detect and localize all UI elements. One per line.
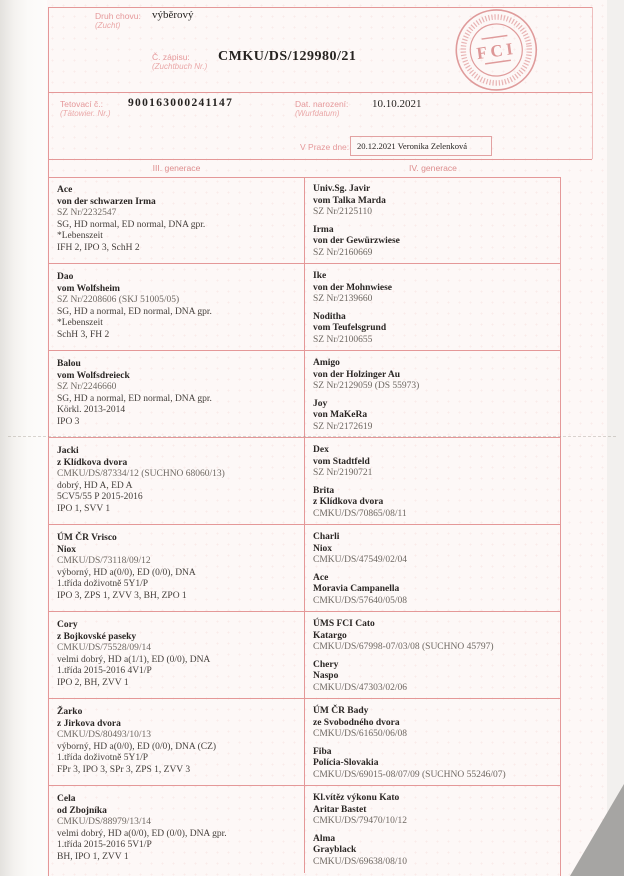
zapis-label	[152, 52, 207, 72]
druh-chovu-label-text: Druh chovu:	[95, 11, 141, 21]
dog-health-line: velmi dobrý, HD a(0/0), ED (0/0), DNA gpr.	[57, 828, 227, 839]
dog-name: Brita	[313, 485, 335, 496]
dog-name: ÚMS FCI Cato	[313, 619, 375, 629]
dog-registration: SZ Nr/2232547	[57, 208, 117, 218]
dog-registration: SZ Nr/2190721	[313, 468, 373, 478]
dog-name: Cory	[57, 620, 78, 630]
dog-kennel: z Bojkovské paseky	[57, 631, 137, 642]
pedigree-row	[48, 525, 560, 612]
dog-kennel: vom Teufelsgrund	[313, 323, 387, 333]
dog-registration: CMKU/DS/87334/12 (SUCHNO 68060/13)	[57, 469, 225, 479]
dog-kennel: Aritar Bastet	[313, 804, 367, 815]
narozeni-label-text: Dat. narození:	[295, 99, 349, 109]
dog-kennel: ze Svobodného dvora	[313, 717, 400, 728]
gen3-column-header: III. generace	[152, 163, 201, 173]
dog-registration: SZ Nr/2246660	[57, 382, 117, 392]
dog-titles-line: FPr 3, IPO 3, SPr 3, ZPS 1, ZVV 3	[57, 764, 191, 775]
dog-titles-line: IPO 3, ZPS 1, ZVV 3, BH, ZPO 1	[57, 590, 187, 601]
dog-kennel: z Klídkova dvora	[57, 457, 128, 468]
birth-date: 10.10.2021	[372, 98, 422, 110]
dog-titles-line: BH, IPO 1, ZVV 1	[57, 851, 129, 862]
pedigree-row	[48, 351, 560, 438]
dog-breeding-line: 1.třída 2015-2016 4V1/P	[57, 666, 152, 676]
gen3-dog-entry	[48, 351, 305, 437]
dog-kennel: vom Talka Marda	[313, 195, 386, 206]
dog-kennel: Grayblack	[313, 845, 357, 855]
dog-name: Chery	[313, 659, 339, 670]
dog-kennel: Moravia Campanella	[313, 584, 400, 594]
gen4-dog-entry	[313, 271, 554, 306]
dog-name: Kl.vítěz výkonu Kato	[313, 793, 400, 803]
dog-name: Balou	[57, 359, 81, 369]
dog-registration: CMKU/DS/67998-07/03/08 (SUCHNO 45797)	[313, 642, 494, 652]
pedigree-rows	[48, 177, 561, 876]
zapis-sublabel: (Zuchtbuch Nr.)	[152, 62, 208, 71]
dog-registration: SZ Nr/2100655	[313, 334, 373, 345]
gen4-dog-entry	[313, 532, 554, 567]
paper-fold-line	[8, 436, 616, 437]
dog-kennel: z Jirkova dvora	[57, 718, 121, 729]
dog-registration: CMKU/DS/70865/08/11	[313, 508, 407, 519]
dog-registration: CMKU/DS/47549/02/04	[313, 555, 407, 565]
dog-registration: CMKU/DS/75528/09/14	[57, 643, 151, 653]
dog-breeding-line: *Lebenszeit	[57, 318, 103, 328]
dog-name: Ike	[313, 271, 327, 281]
praze-label	[300, 142, 349, 152]
frame-line-mid	[48, 92, 592, 93]
dog-name: Žarko	[57, 707, 83, 717]
dog-registration: SZ Nr/2125110	[313, 207, 373, 217]
dog-kennel: z Klídkova dvora	[313, 497, 384, 507]
dog-registration: SZ Nr/2139660	[313, 294, 373, 304]
dog-name: Irma	[313, 224, 334, 235]
dog-name: Ace	[57, 185, 73, 195]
dog-registration: CMKU/DS/69015-08/07/09 (SUCHNO 55246/07)	[313, 769, 506, 780]
tetovaci-label-text: Tetovací č.:	[60, 99, 103, 109]
tetovaci-label	[60, 99, 111, 119]
dog-registration: CMKU/DS/79470/10/12	[313, 816, 407, 826]
gen4-dog-entry	[313, 358, 554, 393]
dog-name: Alma	[313, 833, 336, 844]
registration-number: CMKU/DS/129980/21	[218, 49, 357, 64]
dog-breeding-line: 1.třída doživotně 5Y1/P	[57, 753, 149, 763]
dog-name: Cela	[57, 794, 76, 804]
dog-kennel: Polícia-Slovakia	[313, 758, 379, 768]
scan-left-edge	[0, 0, 47, 876]
gen4-dog-entries	[305, 264, 560, 350]
gen4-dog-entries	[305, 177, 560, 263]
dog-titles-line: IFH 2, IPO 3, SchH 2	[57, 242, 140, 253]
pedigree-row	[48, 699, 560, 786]
gen3-dog-entry	[48, 264, 305, 350]
dog-name: Amigo	[313, 358, 340, 368]
dog-kennel: Niox	[313, 543, 332, 554]
dog-name: ÚM ČR Vrisco	[57, 533, 117, 543]
gen4-dog-entry	[313, 834, 554, 869]
dog-health-line: SG, HD a normal, ED normal, DNA gpr.	[57, 306, 212, 317]
dog-name: Ace	[313, 572, 329, 583]
gen4-dog-entries	[305, 786, 560, 873]
dog-registration: CMKU/DS/73118/09/12	[57, 556, 151, 566]
fci-stamp-text: FCI	[475, 38, 518, 64]
gen4-dog-entry	[313, 747, 554, 782]
dog-name: Univ.Sg. Javir	[313, 184, 371, 194]
gen4-dog-entries	[305, 525, 560, 611]
dog-kennel: Katargo	[313, 630, 347, 641]
dog-registration: CMKU/DS/88979/13/14	[57, 817, 151, 827]
pedigree-row	[48, 612, 560, 699]
pedigree-row	[48, 177, 560, 264]
table-top-line	[48, 159, 592, 160]
dog-kennel: vom Wolfsheim	[57, 283, 120, 294]
dog-health-line: velmi dobrý, HD a(1/1), ED (0/0), DNA	[57, 654, 211, 665]
dog-kennel: vom Wolfsdreieck	[57, 370, 130, 381]
gen3-dog-entry	[48, 786, 305, 873]
zapis-label-text: Č. zápisu:	[152, 52, 190, 62]
dog-kennel: von der schwarzen Irma	[57, 196, 156, 207]
dog-name: Charli	[313, 532, 340, 542]
pedigree-row	[48, 786, 560, 873]
dog-titles-line: SchH 3, FH 2	[57, 329, 110, 340]
dog-kennel: von der Gewürzwiese	[313, 236, 400, 246]
dog-registration: CMKU/DS/61650/06/08	[313, 729, 407, 739]
dog-kennel: Naspo	[313, 671, 339, 681]
issue-date-value: 20.12.2021 Veronika Zelenková	[357, 141, 468, 151]
pedigree-row	[48, 264, 560, 351]
dog-name: ÚM ČR Bady	[313, 706, 369, 716]
gen4-dog-entry	[313, 573, 554, 608]
dog-name: Dex	[313, 445, 329, 455]
dog-health-line: dobrý, HD A, ED A	[57, 480, 133, 491]
gen4-dog-entries	[305, 438, 560, 524]
dog-breeding-line: *Lebenszeit	[57, 231, 103, 241]
gen4-dog-entries	[305, 612, 560, 698]
gen4-dog-entry	[313, 660, 554, 695]
dog-breeding-line: 1.třída doživotně 5Y1/P	[57, 579, 149, 589]
dog-breeding-line: 5CV5/55 P 2015-2016	[57, 492, 143, 502]
gen4-dog-entry	[313, 312, 554, 347]
fci-stamp	[446, 0, 545, 98]
dog-kennel: od Zbojníka	[57, 805, 107, 816]
gen4-dog-entry	[313, 793, 554, 828]
dog-titles-line: IPO 3	[57, 416, 80, 427]
dog-name: Fiba	[313, 746, 332, 757]
dog-registration: CMKU/DS/69638/08/10	[313, 856, 407, 867]
gen4-dog-entry	[313, 225, 554, 260]
dog-name: Joy	[313, 398, 328, 409]
dog-kennel: vom Stadtfeld	[313, 456, 370, 467]
narozeni-label	[295, 99, 348, 119]
druh-chovu-label	[95, 11, 141, 31]
gen3-dog-entry	[48, 612, 305, 698]
dog-registration: SZ Nr/2160669	[313, 247, 373, 258]
druh-chovu-value: výběrový	[152, 9, 194, 21]
dog-kennel: von der Mohnwiese	[313, 282, 392, 293]
dog-registration: SZ Nr/2172619	[313, 421, 373, 432]
dog-health-line: výborný, HD a(0/0), ED (0/0), DNA	[57, 567, 196, 578]
dog-registration: CMKU/DS/80493/10/13	[57, 730, 151, 740]
dog-kennel: Niox	[57, 544, 76, 555]
gen4-dog-entry	[313, 706, 554, 741]
tetovaci-sublabel: (Tätowier. Nr.)	[60, 109, 111, 118]
dog-titles-line: IPO 1, SVV 1	[57, 503, 111, 514]
dog-name: Noditha	[313, 311, 346, 322]
gen4-dog-entries	[305, 699, 560, 785]
tattoo-number: 900163000241147	[128, 97, 234, 109]
druh-chovu-sublabel: (Zucht)	[95, 21, 121, 30]
gen4-column-header: IV. generace	[409, 163, 457, 173]
gen3-dog-entry	[48, 177, 305, 263]
dog-name: Dao	[57, 272, 74, 282]
gen3-dog-entry	[48, 438, 305, 524]
gen4-dog-entry	[313, 486, 554, 521]
gen3-dog-entry	[48, 525, 305, 611]
dog-health-line: SG, HD normal, ED normal, DNA gpr.	[57, 219, 206, 230]
dog-health-line: výborný, HD a(0/0), ED (0/0), DNA (CZ)	[57, 741, 217, 752]
frame-line-right	[592, 7, 593, 159]
dog-kennel: von der Holzinger Au	[313, 369, 401, 380]
dog-registration: CMKU/DS/47303/02/06	[313, 682, 407, 693]
dog-breeding-line: 1.třída 2015-2016 5V1/P	[57, 840, 152, 850]
dog-titles-line: IPO 2, BH, ZVV 1	[57, 677, 129, 688]
narozeni-sublabel: (Wurfdatum)	[295, 109, 340, 118]
dog-registration: CMKU/DS/57640/05/08	[313, 595, 407, 606]
dog-registration: SZ Nr/2208606 (SKJ 51005/05)	[57, 295, 180, 305]
gen4-dog-entry	[313, 619, 554, 654]
gen4-dog-entries	[305, 351, 560, 437]
dog-kennel: von MaKeRa	[313, 410, 368, 420]
gen4-dog-entry	[313, 399, 554, 434]
pedigree-row	[48, 438, 560, 525]
gen3-dog-entry	[48, 699, 305, 785]
dog-health-line: SG, HD a normal, ED normal, DNA gpr.	[57, 393, 212, 404]
dog-breeding-line: Körkl. 2013-2014	[57, 405, 126, 415]
dog-name: Jacki	[57, 446, 79, 456]
gen4-dog-entry	[313, 184, 554, 219]
gen4-dog-entry	[313, 445, 554, 480]
dog-registration: SZ Nr/2129059 (DS 55973)	[313, 381, 420, 391]
praze-label-text: V Praze dne:	[300, 142, 350, 152]
